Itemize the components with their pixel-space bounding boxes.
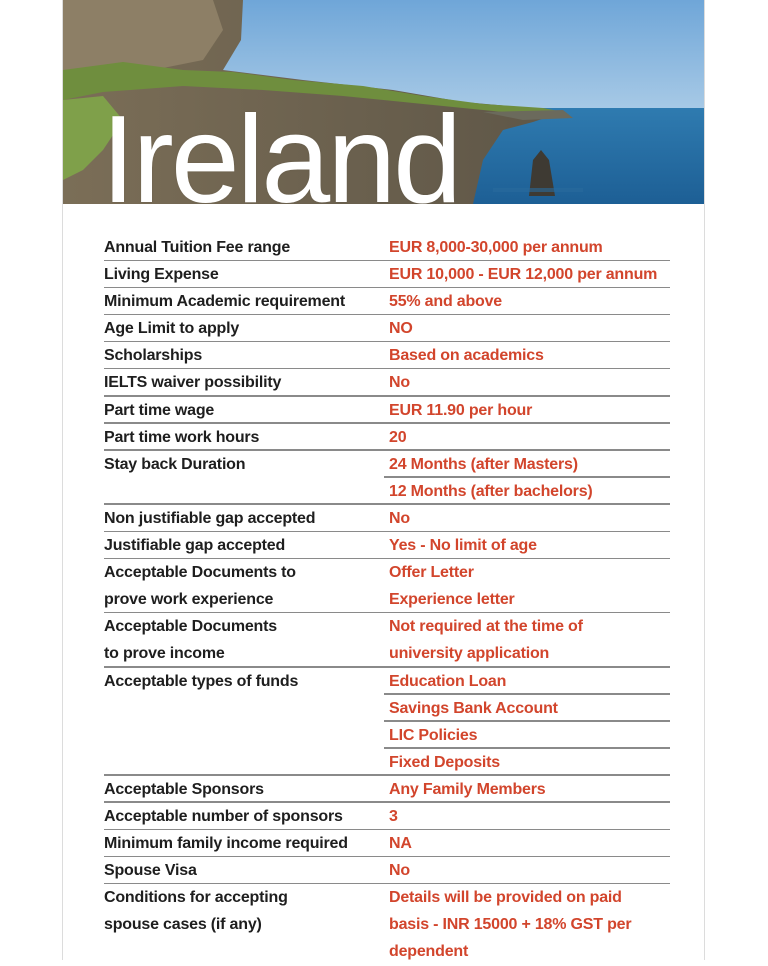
row-value: NA bbox=[389, 835, 412, 853]
row-label: to prove income bbox=[104, 645, 225, 663]
row-label: IELTS waiver possibility bbox=[104, 374, 282, 392]
table-row bbox=[104, 234, 670, 261]
table-row bbox=[104, 884, 670, 911]
table-row bbox=[104, 857, 670, 884]
row-value: Details will be provided on paid bbox=[389, 889, 622, 907]
row-label: Acceptable Documents to bbox=[104, 564, 296, 582]
table-row bbox=[104, 478, 670, 505]
row-value: 24 Months (after Masters) bbox=[389, 455, 578, 473]
table-row bbox=[104, 613, 670, 640]
row-label: Minimum Academic requirement bbox=[104, 293, 345, 311]
row-label: Spouse Visa bbox=[104, 862, 197, 880]
row-label: Stay back Duration bbox=[104, 455, 246, 473]
table-row bbox=[104, 315, 670, 342]
row-label bbox=[104, 938, 389, 965]
table-row bbox=[104, 369, 670, 396]
row-label: spouse cases (if any) bbox=[104, 916, 262, 934]
row-label: Justifiable gap accepted bbox=[104, 537, 286, 555]
row-value: Based on academics bbox=[389, 347, 544, 365]
row-label: Part time wage bbox=[104, 401, 215, 419]
row-value: 3 bbox=[389, 807, 398, 825]
country-title: Ireland bbox=[101, 91, 460, 204]
row-label bbox=[104, 722, 389, 749]
row-label: Acceptable Sponsors bbox=[104, 780, 264, 798]
table-row bbox=[104, 586, 670, 613]
row-value: Any Family Members bbox=[389, 780, 546, 798]
row-value: dependent bbox=[389, 943, 469, 961]
row-value: No bbox=[389, 374, 410, 392]
info-table bbox=[104, 234, 670, 966]
row-value: LIC Policies bbox=[389, 726, 478, 744]
row-value: Fixed Deposits bbox=[389, 753, 501, 771]
row-label: Minimum family income required bbox=[104, 835, 348, 853]
table-row bbox=[104, 668, 670, 695]
row-value: 55% and above bbox=[389, 293, 503, 311]
row-label: Part time work hours bbox=[104, 428, 260, 446]
table-row bbox=[104, 830, 670, 857]
table-row bbox=[104, 559, 670, 586]
row-label: Acceptable types of funds bbox=[104, 672, 299, 690]
table-row bbox=[104, 938, 670, 965]
row-value: Not required at the time of bbox=[389, 618, 583, 636]
row-value: Savings Bank Account bbox=[389, 699, 558, 717]
row-value: EUR 10,000 - EUR 12,000 per annum bbox=[389, 266, 658, 284]
row-label: Conditions for accepting bbox=[104, 889, 288, 907]
row-label: Scholarships bbox=[104, 347, 203, 365]
row-label: prove work experience bbox=[104, 591, 274, 609]
row-label: Acceptable number of sponsors bbox=[104, 807, 343, 825]
row-value: basis - INR 15000 + 18% GST per bbox=[389, 916, 632, 934]
row-value: No bbox=[389, 509, 410, 527]
row-label bbox=[104, 749, 389, 776]
row-value: No bbox=[389, 862, 410, 880]
table-row bbox=[104, 397, 670, 424]
row-label: Annual Tuition Fee range bbox=[104, 239, 291, 256]
table-row bbox=[104, 911, 670, 938]
table-row bbox=[104, 695, 670, 722]
row-value: university application bbox=[389, 645, 550, 663]
table-row bbox=[104, 288, 670, 315]
table-row bbox=[104, 424, 670, 451]
row-value: Yes - No limit of age bbox=[389, 537, 537, 555]
table-row bbox=[104, 749, 670, 776]
row-value: Experience letter bbox=[389, 591, 515, 609]
row-value: NO bbox=[389, 320, 413, 338]
table-row bbox=[104, 342, 670, 369]
table-row bbox=[104, 505, 670, 532]
row-label: Acceptable Documents bbox=[104, 618, 277, 636]
row-value: 20 bbox=[389, 428, 407, 446]
table-row bbox=[104, 451, 670, 478]
row-label: Non justifiable gap accepted bbox=[104, 509, 316, 527]
table-row bbox=[104, 803, 670, 830]
row-value: Education Loan bbox=[389, 672, 507, 690]
row-value: EUR 11.90 per hour bbox=[389, 401, 533, 419]
row-value: 12 Months (after bachelors) bbox=[389, 482, 593, 500]
document-page bbox=[62, 0, 705, 960]
table-row bbox=[104, 261, 670, 288]
row-label bbox=[104, 478, 389, 505]
row-label: Age Limit to apply bbox=[104, 320, 240, 338]
table-row bbox=[104, 776, 670, 803]
table-row bbox=[104, 722, 670, 749]
row-label bbox=[104, 695, 389, 722]
row-value: EUR 8,000-30,000 per annum bbox=[389, 239, 603, 256]
hero-banner bbox=[63, 0, 704, 204]
row-value: Offer Letter bbox=[389, 564, 474, 582]
table-row bbox=[104, 532, 670, 559]
table-row bbox=[104, 640, 670, 667]
row-label: Living Expense bbox=[104, 266, 219, 284]
